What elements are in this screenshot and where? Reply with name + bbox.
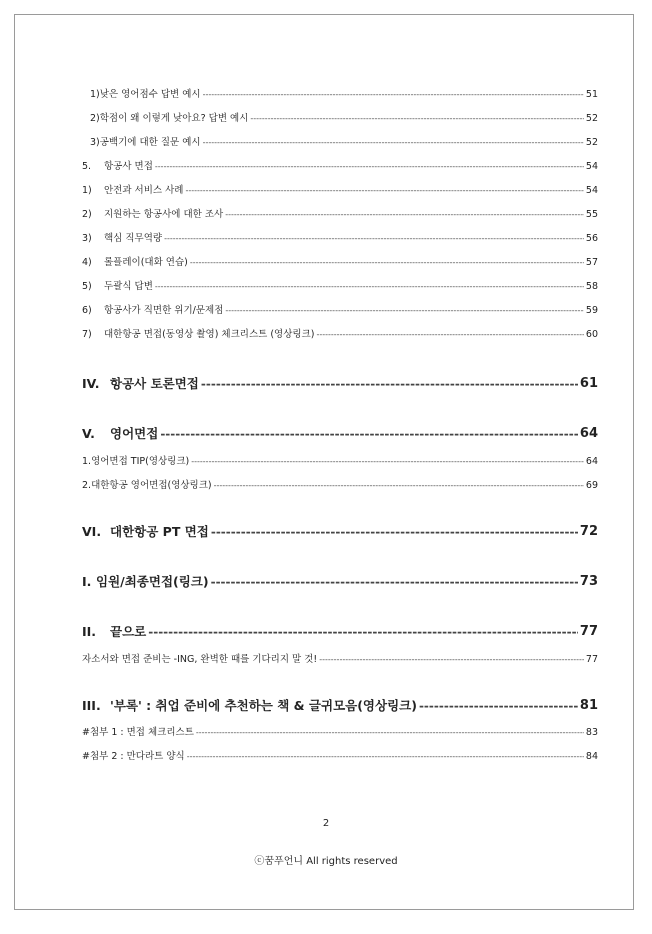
toc-entry <box>82 479 598 493</box>
toc-section-page: 77 <box>579 624 598 639</box>
toc-section-title: 항공사 토론면접 <box>110 376 199 391</box>
toc-entry-title: 3)공백기에 대한 질문 예시 <box>90 137 201 148</box>
toc-section-title: 대한항공 PT 면접 <box>110 524 209 539</box>
toc-entry-number: 5. <box>82 161 92 172</box>
toc-entry-number: 6) <box>82 305 92 316</box>
toc-entry <box>82 726 598 740</box>
toc-entry <box>82 232 598 246</box>
toc-entry-page: 54 <box>585 185 598 196</box>
toc-leader-dots <box>155 160 584 174</box>
toc-section-number: VI. <box>82 524 102 539</box>
toc-leader-dots <box>187 750 584 764</box>
toc-entry-title: 안전과 서비스 사례 <box>104 185 184 196</box>
toc-entry-page: 52 <box>585 137 598 148</box>
toc-entry <box>82 160 598 174</box>
toc-section-title: '부록' : 취업 준비에 추천하는 책 & 글귀모음(영상링크) <box>110 698 417 713</box>
toc-entry-page: 59 <box>585 305 598 316</box>
toc-section-number: II. <box>82 624 97 639</box>
toc-leader-dots <box>225 208 584 222</box>
toc-entry-page: 57 <box>585 257 598 268</box>
toc-section <box>82 425 598 443</box>
toc-section <box>82 375 598 393</box>
copyright-notice: ⓒ꿈푸언니 All rights reserved <box>254 856 398 867</box>
toc-entry-title: 자소서와 면접 준비는 -ING, 완벽한 때를 기다리지 말 것! <box>82 654 318 665</box>
toc-entry-title: 항공사 면접 <box>104 161 153 172</box>
toc-entry-title: 1)낮은 영어점수 답변 예시 <box>90 89 201 100</box>
toc-entry <box>82 653 598 667</box>
toc-entry-page: 56 <box>585 233 598 244</box>
toc-section <box>82 573 598 591</box>
toc-entry-title: 항공사가 직면한 위기/문제점 <box>104 305 224 316</box>
toc-leader-dots <box>214 479 584 493</box>
toc-entry-number: 4) <box>82 257 92 268</box>
toc-entry <box>82 328 598 342</box>
toc-leader-dots <box>203 136 584 150</box>
toc-entry-page: 51 <box>585 89 598 100</box>
toc-leader-dots <box>211 523 578 541</box>
toc-entry-title: #첨부 1 : 면접 체크리스트 <box>82 727 194 738</box>
toc-entry-page: 77 <box>585 654 598 665</box>
toc-entry-page: 64 <box>585 456 598 467</box>
toc-leader-dots <box>196 726 584 740</box>
toc-leader-dots <box>201 375 578 393</box>
toc-entry-page: 54 <box>585 161 598 172</box>
toc-entry-page: 58 <box>585 281 598 292</box>
toc-section-page: 64 <box>579 426 598 441</box>
toc-leader-dots <box>211 573 578 591</box>
toc-section-number: IV. <box>82 376 100 391</box>
toc-entry <box>82 304 598 318</box>
toc-leader-dots <box>148 623 578 641</box>
toc-leader-dots <box>419 697 578 715</box>
toc-leader-dots <box>225 304 584 318</box>
toc-section-number: I. <box>82 574 92 589</box>
toc-entry <box>90 112 598 126</box>
page-number: 2 <box>322 818 330 829</box>
toc-entry-title: 지원하는 항공사에 대한 조사 <box>104 209 224 220</box>
toc-section-title: 끝으로 <box>110 624 147 639</box>
toc-entry-page: 69 <box>585 480 598 491</box>
toc-leader-dots <box>190 256 584 270</box>
toc-leader-dots <box>160 425 578 443</box>
toc-entry-page: 55 <box>585 209 598 220</box>
toc-leader-dots <box>185 184 583 198</box>
toc-entry-title: 대한항공 면접(동영상 촬영) 체크리스트 (영상링크) <box>104 329 315 340</box>
toc-entry <box>90 88 598 102</box>
toc-entry-title: 두괄식 답변 <box>104 281 153 292</box>
toc-entry-number: 2) <box>82 209 92 220</box>
toc-entry-title: #첨부 2 : 만다라트 양식 <box>82 751 185 762</box>
toc-leader-dots <box>164 232 584 246</box>
toc-entry-title: 1.영어면접 TIP(영상링크) <box>82 456 190 467</box>
toc-entry-page: 52 <box>585 113 598 124</box>
toc-entry-number: 5) <box>82 281 92 292</box>
toc-leader-dots <box>203 88 584 102</box>
toc-entry <box>82 256 598 270</box>
toc-leader-dots <box>319 653 584 667</box>
toc-entry <box>82 184 598 198</box>
toc-entry-title: 핵심 직무역량 <box>104 233 163 244</box>
toc-section-page: 61 <box>579 376 598 391</box>
toc-entry-page: 83 <box>585 727 598 738</box>
toc-section <box>82 623 598 641</box>
toc-section-number: V. <box>82 426 95 441</box>
toc-leader-dots <box>191 455 584 469</box>
toc-section-title: 영어면접 <box>110 426 159 441</box>
toc-entry-page: 60 <box>585 329 598 340</box>
toc-section <box>82 523 598 541</box>
toc-entry-number: 7) <box>82 329 92 340</box>
toc-entry-title: 2)학점이 왜 이렇게 낮아요? 답변 예시 <box>90 113 249 124</box>
toc-section-number: III. <box>82 698 101 713</box>
toc-entry-title: 롤플레이(대화 연습) <box>104 257 188 268</box>
toc-entry <box>90 136 598 150</box>
toc-section-page: 73 <box>579 574 598 589</box>
toc-entry <box>82 208 598 222</box>
toc-leader-dots <box>155 280 584 294</box>
toc-entry-title: 2.대한항공 영어면접(영상링크) <box>82 480 212 491</box>
toc-section <box>82 697 598 715</box>
toc-leader-dots <box>250 112 584 126</box>
toc-section-title: 임원/최종면접(링크) <box>96 574 209 589</box>
toc-entry <box>82 280 598 294</box>
toc-entry-number: 1) <box>82 185 92 196</box>
toc-entry <box>82 455 598 469</box>
toc-section-page: 81 <box>579 698 598 713</box>
toc-entry <box>82 750 598 764</box>
toc-leader-dots <box>316 328 583 342</box>
toc-section-page: 72 <box>579 524 598 539</box>
toc-entry-page: 84 <box>585 751 598 762</box>
toc-entry-number: 3) <box>82 233 92 244</box>
